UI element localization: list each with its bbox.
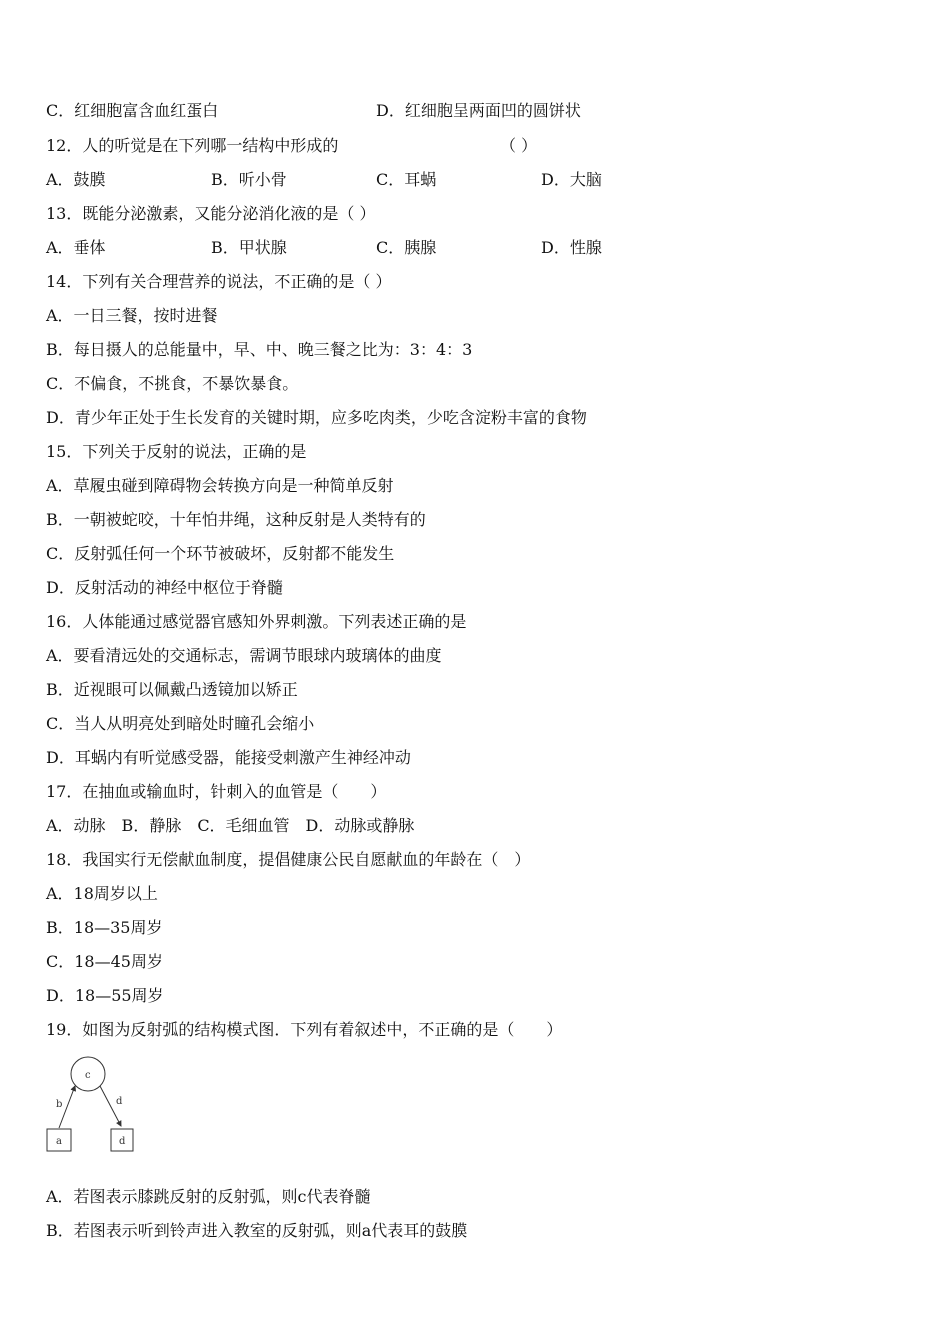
diagram-label-b: b [56, 1099, 63, 1110]
q16-option-c: C．当人从明亮处到暗处时瞳孔会缩小 [46, 714, 315, 733]
q18-option-d: D．18—55周岁 [46, 986, 164, 1005]
q16-option-b: B．近视眼可以佩戴凸透镜加以矫正 [46, 680, 298, 699]
diagram-label-c: c [85, 1070, 91, 1081]
q14-stem: 14．下列有关合理营养的说法，不正确的是（ ） [46, 272, 392, 291]
q19-stem: 19．如图为反射弧的结构模式图．下列有着叙述中，不正确的是（ ） [46, 1020, 563, 1039]
q14-option-d: D．青少年正处于生长发育的关键时期，应多吃肉类，少吃含淀粉丰富的食物 [46, 408, 587, 427]
reflex-arc-diagram [44, 1052, 144, 1154]
q19-option-b: B．若图表示听到铃声进入教室的反射弧，则a代表耳的鼓膜 [46, 1221, 468, 1240]
q11-option-c: C．红细胞富含血红蛋白 [46, 101, 219, 120]
q17-options: A．动脉 B．静脉 C．毛细血管 D．动脉或静脉 [46, 816, 415, 835]
q13-option-d: D．性腺 [541, 238, 602, 257]
q18-option-c: C．18—45周岁 [46, 952, 163, 971]
q15-option-d: D．反射活动的神经中枢位于脊髓 [46, 578, 283, 597]
q12-option-d: D．大脑 [541, 170, 602, 189]
q12-option-b: B．听小骨 [211, 170, 287, 189]
q11-option-d: D．红细胞呈两面凹的圆饼状 [376, 101, 581, 120]
q14-option-b: B．每日摄人的总能量中，早、中、晚三餐之比为：3：4：3 [46, 340, 473, 359]
q18-stem: 18．我国实行无偿献血制度，提倡健康公民自愿献血的年龄在（ ） [46, 850, 531, 869]
q15-stem: 15．下列关于反射的说法，正确的是 [46, 442, 307, 461]
q13-option-b: B．甲状腺 [211, 238, 287, 257]
q14-option-a: A．一日三餐，按时进餐 [46, 306, 218, 325]
diagram-label-a: a [56, 1136, 62, 1147]
diagram-label-d-box: d [119, 1136, 126, 1147]
q16-option-d: D．耳蜗内有听觉感受器，能接受刺激产生神经冲动 [46, 748, 411, 767]
q15-option-b: B．一朝被蛇咬，十年怕井绳，这种反射是人类特有的 [46, 510, 426, 529]
q19-option-a: A．若图表示膝跳反射的反射弧，则c代表脊髓 [46, 1187, 371, 1206]
q14-option-c: C．不偏食，不挑食，不暴饮暴食。 [46, 374, 299, 393]
q12-option-c: C．耳蜗 [376, 170, 437, 189]
q13-option-a: A．垂体 [46, 238, 106, 257]
q13-option-c: C．胰腺 [376, 238, 437, 257]
q15-option-c: C．反射弧任何一个环节被破坏，反射都不能发生 [46, 544, 395, 563]
q12-option-a: A．鼓膜 [46, 170, 106, 189]
q13-stem: 13．既能分泌激素，又能分泌消化液的是（ ） [46, 204, 376, 223]
q12-stem: 12．人的听觉是在下列哪一结构中形成的 [46, 136, 339, 155]
q12-answer-paren: （ ） [500, 136, 538, 155]
q16-option-a: A．要看清远处的交通标志，需调节眼球内玻璃体的曲度 [46, 646, 442, 665]
q15-option-a: A．草履虫碰到障碍物会转换方向是一种简单反射 [46, 476, 394, 495]
q16-stem: 16．人体能通过感觉器官感知外界刺激。下列表述正确的是 [46, 612, 467, 631]
q17-stem: 17．在抽血或输血时，针刺入的血管是（ ） [46, 782, 387, 801]
q18-option-b: B．18—35周岁 [46, 918, 163, 937]
diagram-label-d-arrow: d [116, 1096, 123, 1107]
q18-option-a: A．18周岁以上 [46, 884, 158, 903]
